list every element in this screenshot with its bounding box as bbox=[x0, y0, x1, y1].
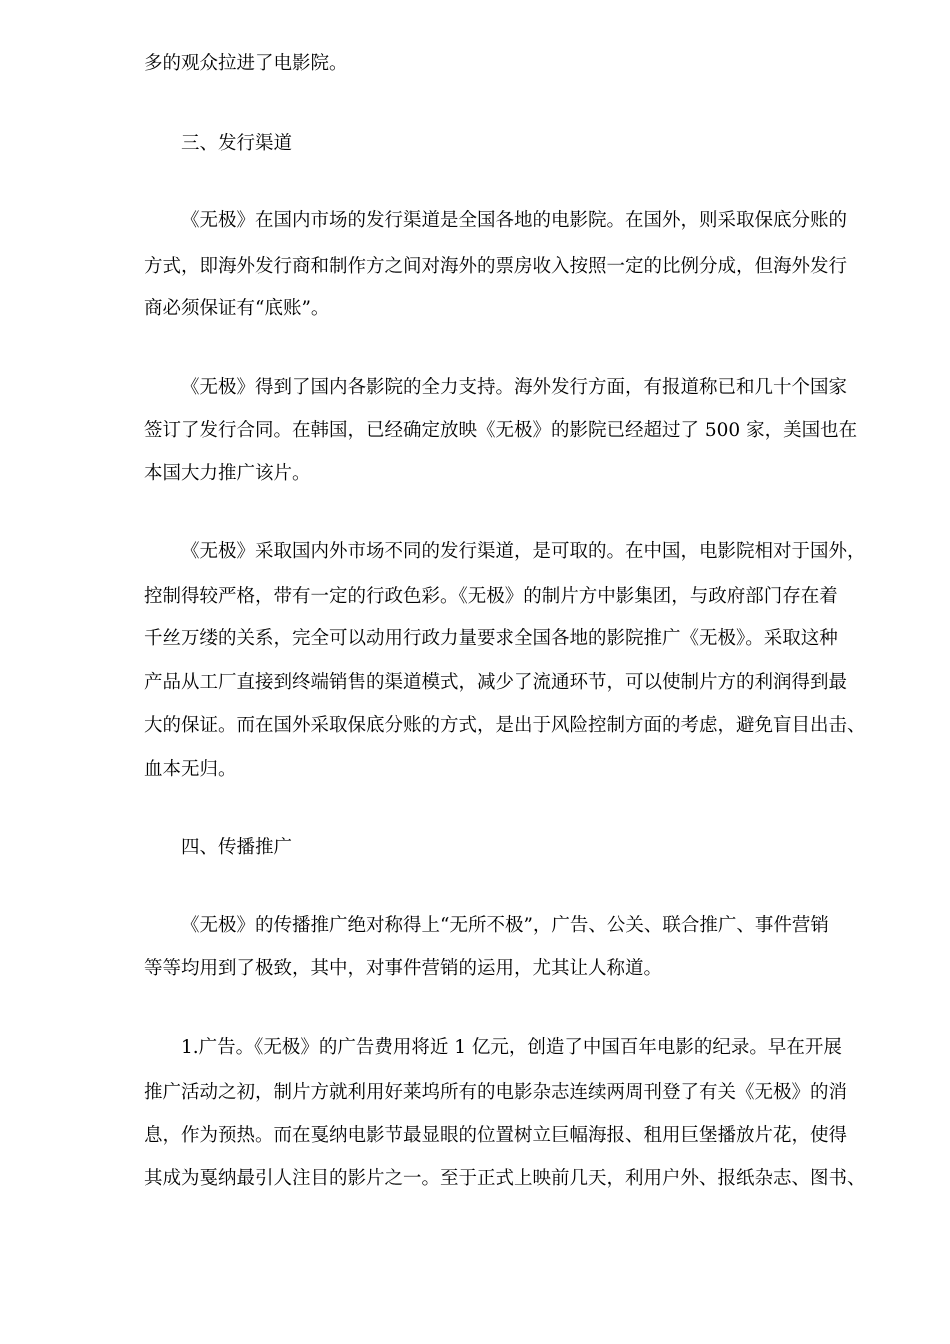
paragraph-line: 《无极》采取国内外市场不同的发行渠道，是可取的。在中国，电影院相对于国外， bbox=[181, 541, 866, 562]
paragraph-line: 多的观众拉进了电影院。 bbox=[144, 53, 348, 74]
paragraph-line: 血本无归。 bbox=[144, 759, 237, 780]
section-heading: 三、发行渠道 bbox=[181, 133, 293, 154]
paragraph-line: 息，作为预热。而在戛纳电影节最显眼的位置树立巨幅海报、租用巨堡播放片花，使得 bbox=[144, 1125, 848, 1146]
paragraph-line: 签订了发行合同。在韩国，已经确定放映《无极》的影院已经超过了 500 家，美国也在 bbox=[144, 420, 858, 441]
paragraph-line: 产品从工厂直接到终端销售的渠道模式，减少了流通环节，可以使制片方的利润得到最 bbox=[144, 672, 848, 693]
paragraph-line: 等等均用到了极致，其中，对事件营销的运用，尤其让人称道。 bbox=[144, 958, 663, 979]
paragraph-line: 商必须保证有“底账”。 bbox=[144, 298, 330, 319]
paragraph-line: 1.广告。《无极》的广告费用将近 1 亿元，创造了中国百年电影的纪录。早在开展 bbox=[181, 1037, 842, 1058]
paragraph-line: 千丝万缕的关系，完全可以动用行政力量要求全国各地的影院推广《无极》。采取这种 bbox=[144, 628, 838, 649]
section-heading: 四、传播推广 bbox=[181, 837, 293, 858]
paragraph-line: 大的保证。而在国外采取保底分账的方式，是出于风险控制方面的考虑，避免盲目出击、 bbox=[144, 715, 866, 736]
paragraph-line: 推广活动之初，制片方就利用好莱坞所有的电影杂志连续两周刊登了有关《无极》的消 bbox=[144, 1082, 848, 1103]
paragraph-line: 本国大力推广该片。 bbox=[144, 463, 311, 484]
paragraph-line: 《无极》得到了国内各影院的全力支持。海外发行方面，有报道称已和几十个国家 bbox=[181, 377, 848, 398]
paragraph-line: 《无极》的传播推广绝对称得上“无所不极”，广告、公关、联合推广、事件营销 bbox=[181, 915, 829, 936]
paragraph-line: 《无极》在国内市场的发行渠道是全国各地的电影院。在国外，则采取保底分账的 bbox=[181, 210, 848, 231]
paragraph-line: 控制得较严格，带有一定的行政色彩。《无极》的制片方中影集团，与政府部门存在着 bbox=[144, 586, 838, 607]
paragraph-line: 其成为戛纳最引人注目的影片之一。至于正式上映前几天，利用户外、报纸杂志、图书、 bbox=[144, 1168, 866, 1189]
paragraph-line: 方式，即海外发行商和制作方之间对海外的票房收入按照一定的比例分成，但海外发行 bbox=[144, 256, 848, 277]
